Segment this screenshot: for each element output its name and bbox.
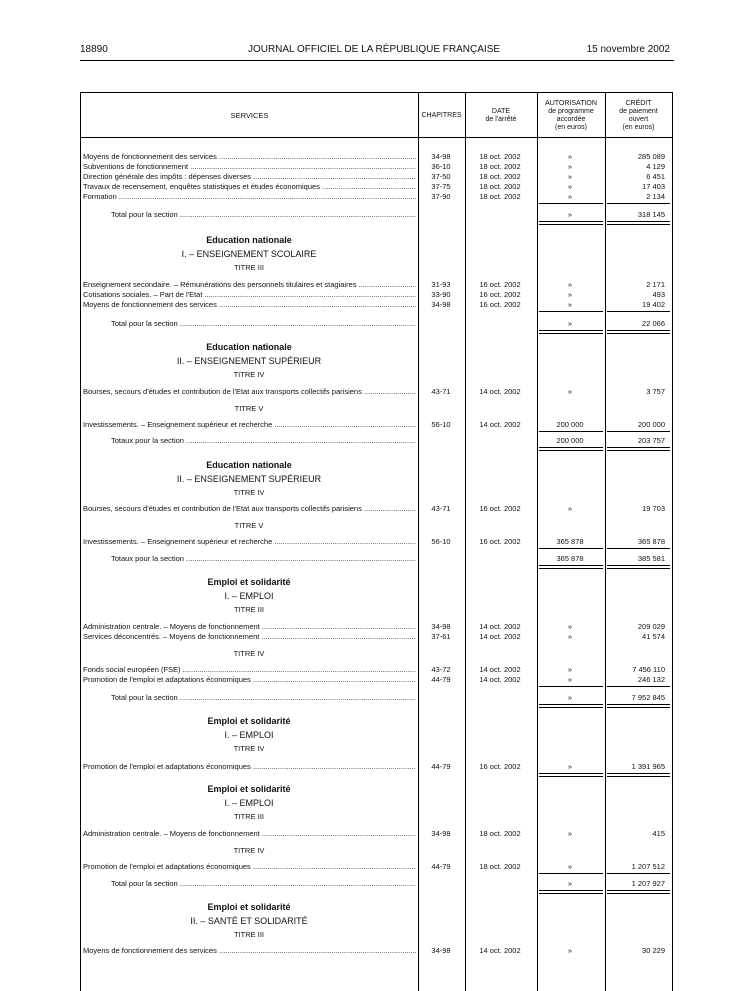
amount-rule: [607, 686, 670, 687]
amount-rule: [607, 873, 670, 874]
total-row: [81, 436, 672, 446]
amount-rule: [607, 330, 670, 334]
row-credit: 19 402: [642, 300, 665, 309]
row-date: 18 oct. 2002: [479, 829, 521, 838]
amount-rule: [607, 311, 670, 312]
row-date: 16 oct. 2002: [479, 537, 521, 546]
row-date: 16 oct. 2002: [479, 762, 521, 771]
amount-rule: [539, 890, 603, 894]
table-row: [81, 290, 672, 300]
section-heading: TITRE IV: [233, 649, 265, 658]
row-credit: 6 451: [646, 172, 665, 181]
row-autorisation: »: [567, 946, 573, 955]
row-credit: 3 757: [646, 387, 665, 396]
journal-title: JOURNAL OFFICIEL DE LA RÉPUBLIQUE FRANÇAISE: [247, 44, 501, 55]
row-label: Total pour la section .....: [111, 879, 416, 889]
credits-table: [80, 92, 673, 991]
row-label: Services déconcentrés. – Moyens de fonctionnement .....: [83, 632, 416, 642]
row-label: Investissements. – Enseignement supérieur et recherche .....: [83, 537, 416, 547]
table-row: [81, 537, 672, 547]
row-chapitre: 43-71: [431, 387, 451, 396]
row-credit: 493: [652, 290, 665, 299]
row-autorisation: »: [567, 192, 573, 201]
section-heading: Emploi et solidarité: [207, 902, 291, 912]
row-label: Fonds social européen (FSE) .....: [83, 665, 416, 675]
row-credit: 7 952 845: [631, 693, 665, 702]
row-credit: 365 878: [637, 537, 665, 546]
row-date: 16 oct. 2002: [479, 280, 521, 289]
table-row: [81, 182, 672, 192]
row-autorisation: 200 000: [556, 436, 584, 445]
amount-rule: [539, 447, 603, 451]
row-date: 18 oct. 2002: [479, 172, 521, 181]
amount-rule: [607, 773, 670, 777]
row-credit: 200 000: [637, 420, 665, 429]
row-label: Cotisations sociales. – Part de l'Etat .....: [83, 290, 416, 300]
row-label: Enseignement secondaire. – Rémunérations des personnels titulaires et stagiaires .....: [83, 280, 416, 290]
row-chapitre: 56-10: [431, 537, 451, 546]
row-date: 16 oct. 2002: [479, 504, 521, 513]
issue-date: 15 novembre 2002: [586, 44, 670, 55]
row-credit: 318 145: [637, 210, 665, 219]
row-chapitre: 37-61: [431, 632, 451, 641]
section-heading: Emploi et solidarité: [207, 577, 291, 587]
row-date: 18 oct. 2002: [479, 162, 521, 171]
section-heading: TITRE III: [234, 812, 264, 821]
row-label: Promotion de l'emploi et adaptations économiques .....: [83, 675, 416, 685]
row-chapitre: 34-98: [431, 829, 451, 838]
section-heading: TITRE III: [234, 605, 264, 614]
row-autorisation: 365 878: [556, 537, 584, 546]
row-chapitre: 33-90: [431, 290, 451, 299]
page-number: 18890: [80, 44, 108, 55]
amount-rule: [539, 773, 603, 777]
row-autorisation: »: [567, 762, 573, 771]
row-label: Formation .....: [83, 192, 416, 202]
total-row: [81, 693, 672, 703]
amount-rule: [539, 565, 603, 569]
section-heading: Emploi et solidarité: [207, 716, 291, 726]
row-date: 16 oct. 2002: [479, 290, 521, 299]
row-credit: 2 171: [646, 280, 665, 289]
row-date: 14 oct. 2002: [479, 946, 521, 955]
row-credit: 285 089: [637, 152, 665, 161]
row-chapitre: 34-98: [431, 946, 451, 955]
section-heading: Education nationale: [206, 342, 292, 352]
row-date: 14 oct. 2002: [479, 632, 521, 641]
section-heading: II. – ENSEIGNEMENT SUPÉRIEUR: [176, 474, 322, 484]
amount-rule: [607, 548, 670, 549]
section-heading: TITRE IV: [233, 846, 265, 855]
header-rule: [80, 60, 674, 61]
col-header-autorisation: AUTORISATION de programme accordée (en euros): [545, 100, 597, 131]
row-date: 18 oct. 2002: [479, 152, 521, 161]
row-credit: 209 029: [637, 622, 665, 631]
row-credit: 19 703: [642, 504, 665, 513]
row-label: Total pour la section .....: [111, 210, 416, 220]
table-row: [81, 862, 672, 872]
row-credit: 246 132: [637, 675, 665, 684]
section-heading: II. – ENSEIGNEMENT SUPÉRIEUR: [176, 356, 322, 366]
row-autorisation: »: [567, 182, 573, 191]
row-label: Administration centrale. – Moyens de fonctionnement .....: [83, 622, 416, 632]
row-chapitre: 44-79: [431, 675, 451, 684]
amount-rule: [539, 686, 603, 687]
row-credit: 385 581: [637, 554, 665, 563]
row-label: Subventions de fonctionnement .....: [83, 162, 416, 172]
table-row: [81, 387, 672, 397]
row-label: Total pour la section .....: [111, 319, 416, 329]
section-heading: I. – EMPLOI: [224, 798, 274, 808]
amount-rule: [539, 431, 603, 432]
amount-rule: [539, 203, 603, 204]
row-label: Investissements. – Enseignement supérieur et recherche .....: [83, 420, 416, 430]
row-autorisation: »: [567, 300, 573, 309]
row-label: Totaux pour la section .....: [111, 554, 416, 564]
row-autorisation: »: [567, 280, 573, 289]
row-credit: 203 757: [637, 436, 665, 445]
col-header-credit: CRÉDIT de paiement ouvert (en euros): [619, 100, 658, 131]
table-row: [81, 280, 672, 290]
row-autorisation: »: [567, 632, 573, 641]
row-credit: 17 403: [642, 182, 665, 191]
row-autorisation: »: [567, 504, 573, 513]
row-credit: 30 229: [642, 946, 665, 955]
row-credit: 1 207 512: [631, 862, 665, 871]
amount-rule: [539, 330, 603, 334]
row-chapitre: 34-98: [431, 152, 451, 161]
row-chapitre: 37-50: [431, 172, 451, 181]
amount-rule: [539, 311, 603, 312]
row-chapitre: 31-93: [431, 280, 451, 289]
row-date: 18 oct. 2002: [479, 862, 521, 871]
row-credit: 7 456 110: [632, 665, 665, 674]
row-date: 14 oct. 2002: [479, 675, 521, 684]
section-heading: Education nationale: [206, 460, 292, 470]
table-row: [81, 762, 672, 772]
section-heading: TITRE IV: [233, 370, 265, 379]
section-heading: I. – EMPLOI: [224, 591, 274, 601]
row-date: 18 oct. 2002: [479, 192, 521, 201]
row-autorisation: »: [567, 152, 573, 161]
row-label: Bourses, secours d'études et contribution de l'Etat aux transports collectifs parisiens .....: [83, 387, 416, 397]
section-heading: Education nationale: [206, 235, 292, 245]
header-bottom-rule: [81, 137, 672, 138]
row-date: 14 oct. 2002: [479, 420, 521, 429]
row-date: 18 oct. 2002: [479, 182, 521, 191]
row-label: Totaux pour la section .....: [111, 436, 416, 446]
row-autorisation: »: [567, 879, 573, 888]
row-chapitre: 44-79: [431, 762, 451, 771]
row-label: Bourses, secours d'études et contribution de l'Etat aux transports collectifs parisiens .....: [83, 504, 416, 514]
row-date: 16 oct. 2002: [479, 300, 521, 309]
row-autorisation: »: [567, 319, 573, 328]
row-label: Travaux de recensement, enquêtes statistiques et études économiques .....: [83, 182, 416, 192]
amount-rule: [607, 221, 670, 225]
amount-rule: [539, 704, 603, 708]
row-chapitre: 43-72: [431, 665, 451, 674]
section-heading: I. – EMPLOI: [224, 730, 274, 740]
row-autorisation: »: [567, 665, 573, 674]
row-chapitre: 37-90: [431, 192, 451, 201]
row-credit: 2 134: [646, 192, 665, 201]
row-autorisation: »: [567, 387, 573, 396]
row-label: Promotion de l'emploi et adaptations économiques .....: [83, 762, 416, 772]
table-row: [81, 420, 672, 430]
total-row: [81, 319, 672, 329]
row-label: Promotion de l'emploi et adaptations économiques .....: [83, 862, 416, 872]
row-credit: 1 207 927: [631, 879, 665, 888]
table-row: [81, 622, 672, 632]
row-chapitre: 37-75: [431, 182, 451, 191]
table-row: [81, 675, 672, 685]
row-label: Moyens de fonctionnement des services .....: [83, 152, 416, 162]
row-autorisation: »: [567, 210, 573, 219]
table-row: [81, 300, 672, 310]
section-heading: TITRE V: [234, 521, 264, 530]
amount-rule: [607, 447, 670, 451]
row-label: Direction générale des impôts : dépenses diverses .....: [83, 172, 416, 182]
section-heading: TITRE V: [234, 404, 264, 413]
row-label: Moyens de fonctionnement des services .....: [83, 946, 416, 956]
col-header-date: DATE de l'arrêté: [485, 108, 517, 123]
table-row: [81, 162, 672, 172]
section-heading: TITRE IV: [233, 488, 265, 497]
row-autorisation: »: [567, 675, 573, 684]
row-autorisation: »: [567, 162, 573, 171]
row-credit: 1 391 965: [631, 762, 665, 771]
row-autorisation: 365 878: [556, 554, 584, 563]
row-label: Administration centrale. – Moyens de fonctionnement .....: [83, 829, 416, 839]
row-chapitre: 56-10: [431, 420, 451, 429]
amount-rule: [607, 431, 670, 432]
row-date: 14 oct. 2002: [479, 622, 521, 631]
amount-rule: [539, 221, 603, 225]
row-date: 14 oct. 2002: [479, 665, 521, 674]
amount-rule: [607, 565, 670, 569]
row-autorisation: »: [567, 829, 573, 838]
row-chapitre: 43-71: [431, 504, 451, 513]
row-autorisation: »: [567, 693, 573, 702]
section-heading: TITRE III: [234, 930, 264, 939]
row-chapitre: 34-98: [431, 622, 451, 631]
table-row: [81, 946, 672, 956]
section-heading: TITRE IV: [233, 744, 265, 753]
row-date: 14 oct. 2002: [479, 387, 521, 396]
row-autorisation: »: [567, 172, 573, 181]
table-row: [81, 632, 672, 642]
row-credit: 415: [652, 829, 665, 838]
amount-rule: [539, 873, 603, 874]
amount-rule: [607, 890, 670, 894]
row-credit: 41 574: [642, 632, 665, 641]
table-row: [81, 665, 672, 675]
table-row: [81, 172, 672, 182]
section-heading: Emploi et solidarité: [207, 784, 291, 794]
row-chapitre: 34-98: [431, 300, 451, 309]
row-autorisation: 200 000: [556, 420, 584, 429]
row-autorisation: »: [567, 622, 573, 631]
row-credit: 22 066: [642, 319, 665, 328]
row-label: Moyens de fonctionnement des services .....: [83, 300, 416, 310]
row-credit: 4 129: [646, 162, 665, 171]
col-header-chapitres: CHAPITRES: [421, 112, 462, 119]
section-heading: I. – ENSEIGNEMENT SCOLAIRE: [181, 249, 317, 259]
row-autorisation: »: [567, 862, 573, 871]
section-heading: II. – SANTÉ ET SOLIDARITÉ: [190, 916, 308, 926]
section-heading: TITRE III: [234, 263, 264, 272]
amount-rule: [539, 548, 603, 549]
row-label: Total pour la section .....: [111, 693, 416, 703]
table-row: [81, 504, 672, 514]
amount-rule: [607, 704, 670, 708]
col-header-services: SERVICES: [230, 111, 269, 120]
total-row: [81, 554, 672, 564]
table-row: [81, 829, 672, 839]
total-row: [81, 210, 672, 220]
table-row: [81, 152, 672, 162]
row-chapitre: 36-10: [431, 162, 451, 171]
row-autorisation: »: [567, 290, 573, 299]
row-chapitre: 44-79: [431, 862, 451, 871]
amount-rule: [607, 203, 670, 204]
total-row: [81, 879, 672, 889]
table-row: [81, 192, 672, 202]
